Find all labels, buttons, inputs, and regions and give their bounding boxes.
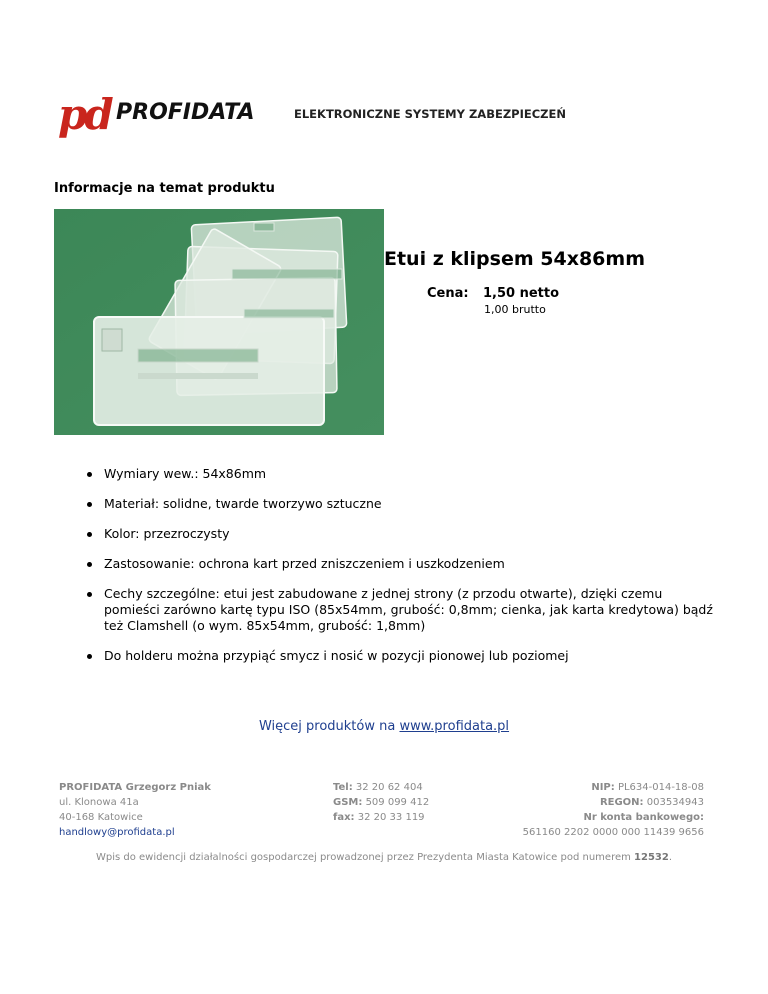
note-end: . — [668, 852, 673, 863]
fax-value: 32 20 33 119 — [357, 812, 425, 823]
nip-value: PL634-014-18-08 — [617, 782, 704, 793]
product-photo — [54, 209, 384, 435]
feature-item: Do holderu można przypiąć smycz i nosić w pozycji pionowej lub poziomej — [72, 648, 722, 664]
city: 40-168 Katowice — [59, 812, 143, 823]
company-header — [54, 92, 594, 142]
gsm-value: 509 099 412 — [365, 797, 430, 808]
feature-list — [72, 466, 722, 678]
logo-tagline: ELEKTRONICZNE SYSTEMY ZABEZPIECZEŃ — [294, 107, 566, 121]
website-link[interactable]: www.profidata.pl — [399, 719, 510, 734]
footer-registration — [523, 780, 704, 840]
section-title: Informacje na temat produktu — [54, 181, 275, 196]
note-number: 12532 — [634, 852, 669, 863]
feature-item: Kolor: przezroczysty — [72, 526, 722, 542]
street: ul. Klonowa 41a — [59, 797, 139, 808]
regon-label: REGON: — [599, 797, 644, 808]
product-title: Etui z klipsem 54x86mm — [384, 248, 645, 270]
footer-address — [59, 780, 211, 840]
fax-label: fax: — [333, 812, 355, 823]
company-name: PROFIDATA Grzegorz Pniak — [59, 782, 211, 793]
feature-item: Materiał: solidne, twarde tworzywo sztuczne — [72, 496, 722, 512]
price-row — [427, 286, 559, 301]
bank-label: Nr konta bankowego: — [583, 812, 704, 823]
more-products — [0, 719, 768, 734]
registration-note — [0, 852, 768, 863]
logo-name: PROFIDATA — [116, 100, 255, 125]
footer-contact — [333, 780, 429, 825]
regon-value: 003534943 — [646, 797, 704, 808]
nip-label: NIP: — [591, 782, 615, 793]
price-label: Cena: — [427, 286, 469, 301]
feature-item: Wymiary wew.: 54x86mm — [72, 466, 722, 482]
price-brutto: 1,00 brutto — [484, 303, 546, 316]
tel-label: Tel: — [333, 782, 353, 793]
price-netto: 1,50 netto — [483, 286, 560, 301]
more-products-text: Więcej produktów na — [258, 719, 400, 734]
email-link[interactable]: handlowy@profidata.pl — [59, 827, 175, 838]
feature-item: Zastosowanie: ochrona kart przed zniszczeniem i uszkodzeniem — [72, 556, 722, 572]
gsm-label: GSM: — [333, 797, 363, 808]
bank-account: 561160 2202 0000 000 11439 9656 — [522, 827, 704, 838]
note-text: Wpis do ewidencji działalności gospodarczej prowadzonej przez Prezydenta Miasta Katowice pod numerem — [95, 852, 635, 863]
tel-value: 32 20 62 404 — [355, 782, 423, 793]
feature-item: Cechy szczególne: etui jest zabudowane z jednej strony (z przodu otwarte), dzięki czemu pomieści zarówno kartę typu ISO (85x54mm, grubość: 0,8mm; cienka, jak karta kredytowa) bądź też Clamshell (o wym. 85x54mm, grubość: 1,8mm) — [72, 586, 722, 634]
logo-mark: pd — [58, 90, 111, 139]
